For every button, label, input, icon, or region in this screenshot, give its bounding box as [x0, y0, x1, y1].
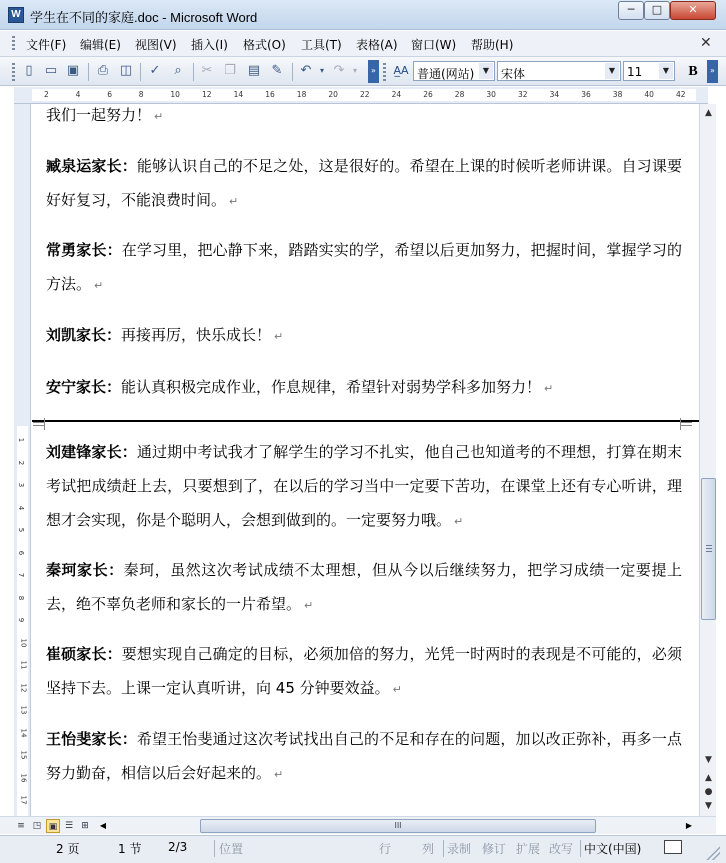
paragraph[interactable]: [46, 370, 682, 406]
ruler-tick-label: 36: [581, 90, 591, 99]
spelling-icon[interactable]: ✓: [149, 63, 161, 78]
paragraph[interactable]: [46, 233, 682, 303]
normal-view-icon[interactable]: ≡: [17, 821, 25, 831]
paragraph-mark: ↵: [304, 599, 314, 612]
vertical-ruler-text-area: [17, 426, 28, 816]
status-section: 1 节: [118, 842, 142, 856]
web-view-icon[interactable]: ◳: [32, 821, 42, 831]
minimize-button[interactable]: ─: [618, 1, 644, 20]
status-overtype[interactable]: 改写: [549, 842, 574, 856]
previous-page-button[interactable]: ▲: [705, 773, 712, 783]
save-icon[interactable]: ▣: [66, 63, 80, 78]
spelling-status-icon[interactable]: [664, 840, 682, 854]
vertical-ruler-tick-label: 15: [19, 750, 28, 760]
print-layout-icon[interactable]: ▣: [46, 819, 60, 833]
styles-formatting-icon[interactable]: A̲A: [393, 64, 409, 77]
chevron-down-icon[interactable]: ▼: [479, 63, 493, 79]
paragraph[interactable]: [46, 149, 682, 219]
parent-name: 臧泉运家长：: [46, 157, 137, 175]
ruler-tick-label: 14: [233, 90, 244, 99]
ruler-tick-label: 12: [202, 90, 212, 99]
toolbar-overflow-button[interactable]: »: [368, 60, 379, 83]
menu-edit[interactable]: 编辑(E): [80, 38, 121, 52]
vertical-ruler-tick-label: 2: [17, 460, 26, 465]
font-value: 宋体: [501, 67, 526, 81]
open-icon[interactable]: ▭: [44, 63, 58, 78]
toolbar-separator: [88, 63, 89, 81]
toolbar-separator: [140, 63, 141, 81]
copy-icon[interactable]: ❐: [224, 63, 236, 78]
vertical-scroll-thumb[interactable]: [701, 478, 716, 620]
print-icon[interactable]: ⎙: [97, 63, 109, 78]
status-extend[interactable]: 扩展: [516, 842, 541, 856]
ruler-tick-label: 8: [138, 90, 144, 99]
scroll-down-button[interactable]: ▼: [705, 755, 712, 765]
ruler-tick-label: 32: [518, 90, 528, 99]
chevron-down-icon[interactable]: ▼: [659, 63, 673, 79]
menu-help[interactable]: 帮助(H): [471, 38, 514, 52]
page-corner-mark: [680, 422, 692, 430]
parent-name: 常勇家长：: [46, 241, 122, 259]
toolbar-separator: [292, 63, 293, 81]
undo-icon[interactable]: ↶: [300, 63, 312, 78]
status-language[interactable]: 中文(中国): [584, 842, 642, 856]
status-bar: [0, 835, 726, 863]
parent-name: 刘建锋家长：: [46, 443, 137, 461]
ruler-tick-label: 24: [391, 90, 402, 99]
vertical-ruler-tick-label: 3: [17, 482, 26, 488]
ruler-tick-label: 22: [360, 90, 370, 99]
maximize-button[interactable]: □: [644, 1, 670, 20]
ruler-tick-label: 34: [549, 90, 560, 99]
scroll-right-button[interactable]: ▶: [685, 821, 693, 830]
print-preview-icon[interactable]: ◫: [119, 63, 133, 78]
paragraph-mark: ↵: [454, 515, 464, 528]
undo-dropdown-icon[interactable]: ▾: [319, 66, 324, 75]
select-browse-object-button[interactable]: ●: [704, 787, 713, 797]
paragraph[interactable]: [46, 318, 682, 354]
vertical-ruler-tick-label: 5: [17, 527, 26, 533]
outline-view-icon[interactable]: ☰: [64, 821, 74, 831]
status-record[interactable]: 录制: [447, 842, 472, 856]
status-separator: [580, 840, 581, 857]
vertical-ruler-tick-label: 7: [17, 572, 26, 578]
vertical-ruler-tick-label: 8: [17, 595, 26, 600]
paste-icon[interactable]: ▤: [247, 63, 261, 78]
status-page-count: 2/3: [168, 840, 188, 854]
vertical-ruler-tick-label: 13: [19, 705, 28, 715]
close-button[interactable]: ✕: [670, 1, 716, 20]
scroll-left-button[interactable]: ◀: [99, 821, 107, 830]
menu-bar: [0, 31, 726, 57]
parent-name: 刘凯家长：: [46, 326, 122, 344]
vertical-ruler-tick-label: 9: [17, 617, 26, 623]
paragraph-mark: ↵: [392, 683, 402, 696]
vertical-ruler-tick-label: 10: [19, 638, 28, 647]
reading-view-icon[interactable]: ⊞: [81, 821, 89, 831]
chevron-down-icon[interactable]: ▼: [605, 63, 619, 79]
ruler-tick-label: 18: [296, 90, 307, 99]
resize-grip[interactable]: [706, 846, 720, 860]
paragraph-text: 希望王怡斐通过这次考试找出自己的不足和存在的问题，加以改正弥补，再多一点努力勤奋，相信以后会好起来的。: [46, 730, 682, 782]
menubar-grip[interactable]: [12, 36, 15, 52]
page-corner-mark: [33, 422, 45, 430]
vertical-ruler-tick-label: 4: [17, 505, 26, 510]
horizontal-scroll-thumb[interactable]: III: [200, 819, 596, 833]
toolbar-separator: [193, 63, 194, 81]
ruler-tick-label: 4: [75, 90, 81, 99]
next-page-button[interactable]: ▼: [705, 801, 712, 811]
paragraph-text: 能够认识自己的不足之处，这是很好的。希望在上课的时候听老师讲课。自习课要好好复习，不能浪费时间。: [46, 157, 682, 209]
ruler-tick-label: 16: [265, 90, 275, 99]
status-column: 列: [422, 842, 435, 856]
paragraph[interactable]: [46, 553, 682, 623]
bold-button[interactable]: B: [688, 64, 698, 79]
status-line: 行: [379, 842, 392, 856]
paragraph-mark: ↵: [544, 382, 554, 395]
font-dropdown[interactable]: [497, 61, 621, 81]
status-page: 2 页: [56, 842, 80, 856]
menu-tools[interactable]: 工具(T): [301, 38, 342, 52]
toolbar-grip[interactable]: [12, 63, 15, 81]
status-separator: [443, 840, 444, 857]
status-position: 位置: [219, 842, 244, 856]
paragraph[interactable]: [46, 722, 682, 792]
status-track-changes[interactable]: 修订: [482, 842, 507, 856]
style-dropdown[interactable]: [413, 61, 495, 81]
document-area[interactable]: [32, 104, 699, 816]
paragraph-text: 能认真积极完成作业，作息规律，希望针对弱势学科多加努力！: [121, 378, 542, 396]
scroll-thumb-grip: [706, 545, 712, 552]
menu-view[interactable]: 视图(V): [135, 38, 177, 52]
ruler-tick-label: 2: [44, 90, 49, 99]
ruler-tick-label: 28: [454, 90, 465, 99]
vertical-ruler-tick-label: 17: [19, 795, 28, 805]
scroll-up-button[interactable]: ▲: [705, 108, 712, 118]
paragraph[interactable]: [46, 104, 682, 134]
menu-file[interactable]: 文件(F): [26, 38, 67, 52]
ruler-tick-label: 38: [612, 90, 623, 99]
research-icon[interactable]: ⌕: [174, 63, 182, 78]
vertical-ruler-tick-label: 6: [17, 550, 26, 555]
parent-name: 崔硕家长：: [46, 645, 122, 663]
paragraph-text: 要想实现自己确定的目标，必须加倍的努力，光凭一时两时的表现是不可能的，必须坚持下去。上课一定认真听讲，向 45 分钟要效益。: [46, 645, 682, 697]
menu-insert[interactable]: 插入(I): [191, 38, 228, 52]
window-title: 学生在不同的家庭.doc - Microsoft Word: [30, 10, 258, 25]
title-bar: [0, 0, 726, 30]
ruler-tick-label: 26: [423, 90, 433, 99]
ruler-text-area: [32, 89, 696, 101]
page-break-divider: [32, 420, 699, 426]
document-close-button[interactable]: ✕: [700, 35, 712, 51]
new-doc-icon[interactable]: ▯: [25, 63, 33, 78]
vertical-ruler-tick-label: 16: [19, 773, 28, 782]
paragraph-text: 在学习里，把心静下来，踏踏实实的学，希望以后更加努力，把握时间，掌握学习的方法。: [46, 241, 682, 293]
menu-window[interactable]: 窗口(W): [411, 38, 457, 52]
toolbar-overflow-button[interactable]: »: [707, 60, 718, 83]
paragraph-text: 秦珂，虽然这次考试成绩不太理想，但从今以后继续努力，把学习成绩一定要提上去，绝不辜负老师和家长的一片希望。: [46, 561, 682, 613]
cut-icon[interactable]: ✂: [201, 63, 213, 78]
vertical-ruler[interactable]: [14, 104, 31, 816]
redo-dropdown-icon[interactable]: ▾: [352, 66, 357, 75]
vertical-ruler-tick-label: 11: [19, 660, 28, 670]
paragraph-text: 再接再厉，快乐成长！: [121, 326, 272, 344]
font-size-dropdown[interactable]: [623, 61, 675, 81]
paragraph-mark: ↵: [274, 768, 284, 781]
ruler-tick-label: 6: [107, 90, 112, 99]
parent-name: 安宁家长：: [46, 378, 122, 396]
ruler-tick-label: 10: [170, 90, 180, 99]
vertical-ruler-tick-label: 1: [17, 437, 26, 443]
horizontal-ruler[interactable]: [14, 87, 708, 104]
vertical-ruler-tick-label: 14: [19, 728, 28, 737]
ruler-tick-label: 42: [676, 90, 686, 99]
redo-icon[interactable]: ↷: [333, 63, 345, 78]
status-separator: [214, 840, 215, 857]
ruler-tick-label: 20: [328, 90, 338, 99]
toolbar: [0, 57, 726, 86]
format-painter-icon[interactable]: ✎: [271, 63, 283, 78]
vertical-ruler-tick-label: 12: [19, 683, 28, 692]
menu-table[interactable]: 表格(A): [356, 38, 398, 52]
paragraph-text: 我们一起努力！: [46, 106, 152, 124]
paragraph-mark: ↵: [229, 195, 239, 208]
ruler-tick-label: 30: [486, 90, 496, 99]
paragraph[interactable]: [46, 435, 682, 539]
style-value: 普通(网站): [417, 67, 475, 81]
paragraph-text: 通过期中考试我才了解学生的学习不扎实，他自己也知道考的不理想，打算在期末考试把成绩赶上去，只要想到了，在以后的学习当中一定要下苦功，在课堂上还有专心听讲，理想才会实现，你是个聪明人，会想到做到的。一定要努力哦。: [46, 443, 682, 529]
font-size-value: 11: [627, 65, 643, 79]
horizontal-scrollbar[interactable]: [0, 816, 716, 834]
menu-format[interactable]: 格式(O): [243, 38, 286, 52]
parent-name: 秦珂家长：: [46, 561, 124, 579]
paragraph-mark: ↵: [154, 110, 164, 123]
parent-name: 王怡斐家长：: [46, 730, 137, 748]
toolbar-grip[interactable]: [383, 63, 386, 81]
paragraph-mark: ↵: [94, 279, 104, 292]
paragraph-mark: ↵: [274, 330, 284, 343]
ruler-ticks: [32, 89, 696, 101]
vertical-scrollbar[interactable]: [699, 104, 716, 816]
ruler-tick-label: 40: [644, 90, 654, 99]
paragraph[interactable]: [46, 637, 682, 707]
word-app-icon[interactable]: W: [8, 7, 24, 23]
